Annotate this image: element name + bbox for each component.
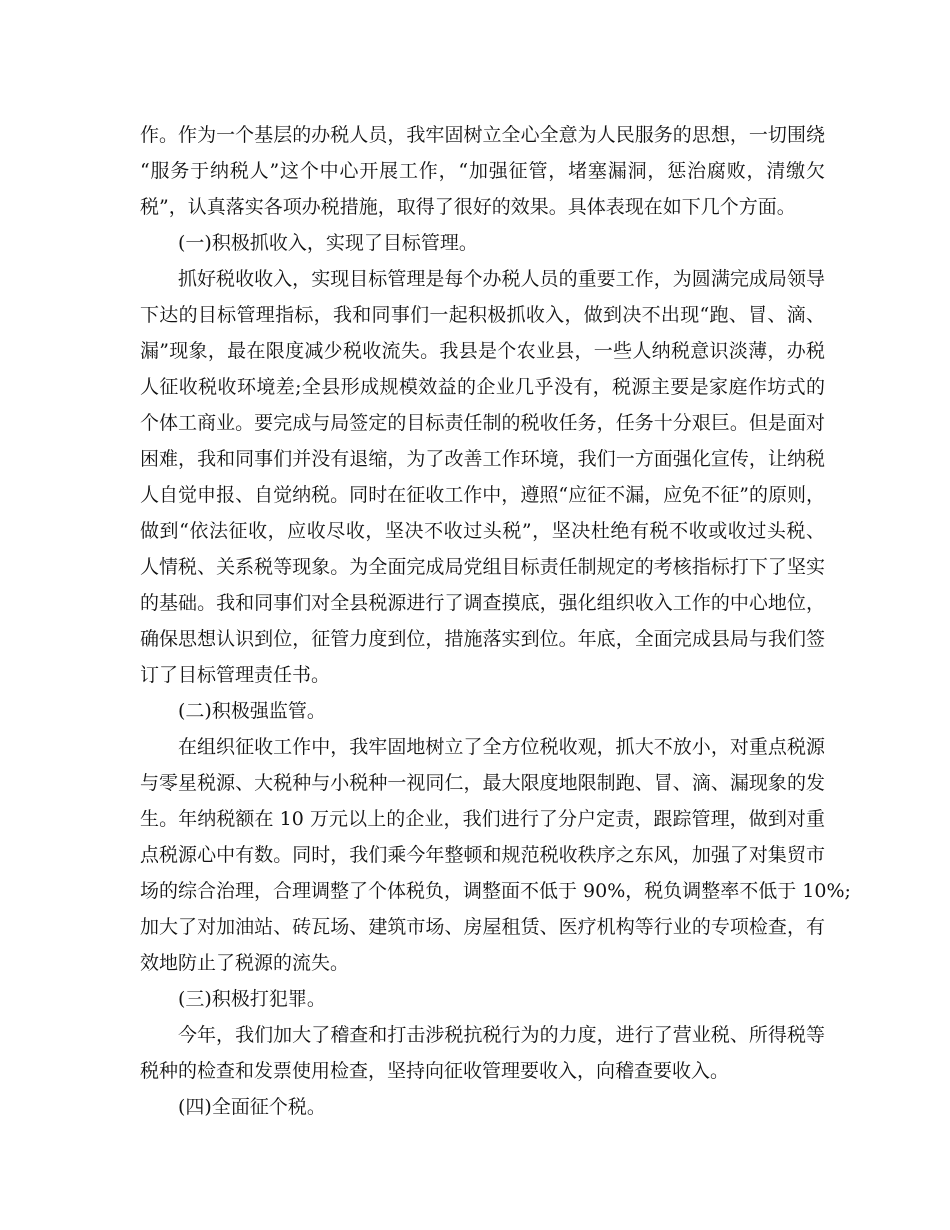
text-line: 与零星税源、大税种与小税种一视同仁，最大限度地限制跑、冒、滴、漏现象的发 — [140, 772, 825, 794]
text-line: 今年，我们加大了稽查和打击涉税抗税行为的力度，进行了营业税、所得税等 — [178, 1024, 825, 1046]
text-line: 在组织征收工作中，我牢固地树立了全方位税收观，抓大不放小，对重点税源 — [178, 736, 825, 758]
text-line: 税种的检查和发票使用检查，坚持向征收管理要收入，向稽查要收入。 — [140, 1060, 730, 1082]
text-line: 订了目标管理责任书。 — [140, 664, 331, 686]
section-heading-4 — [140, 1089, 825, 1125]
text-line: 效地防止了税源的流失。 — [140, 952, 350, 974]
heading-line: (二)积极强监管。 — [178, 700, 326, 722]
section-heading-1 — [140, 225, 825, 261]
text-line: 场的综合治理，合理调整了个体税负，调整面不低于 90%，税负调整率不低于 10%; — [140, 880, 851, 902]
heading-line: (一)积极抓收入，实现了目标管理。 — [178, 232, 478, 254]
text-line: 做到“依法征收，应收尽收，坚决不收过头税”，坚决杜绝有税不收或收过头税、 — [140, 520, 825, 542]
text-line: 下达的目标管理指标，我和同事们一起积极抓收入，做到决不出现“跑、冒、滴、 — [140, 304, 825, 326]
text-line: 漏”现象，最在限度减少税收流失。我县是个农业县，一些人纳税意识淡薄，办税 — [140, 340, 825, 362]
heading-line: (三)积极打犯罪。 — [178, 988, 326, 1010]
text-line: 税”，认真落实各项办税措施，取得了很好的效果。具体表现在如下几个方面。 — [140, 196, 796, 218]
text-line: 人征收税收环境差;全县形成规模效益的企业几乎没有，税源主要是家庭作坊式的 — [140, 376, 825, 398]
text-line: 困难，我和同事们并没有退缩，为了改善工作环境，我们一方面强化宣传，让纳税 — [140, 448, 825, 470]
section-heading-2 — [140, 693, 825, 729]
paragraph-body-3 — [140, 1017, 825, 1089]
text-line: 作。作为一个基层的办税人员，我牢固树立全心全意为人民服务的思想，一切围绕 — [140, 124, 825, 146]
document-page — [140, 117, 851, 1125]
text-line: 的基础。我和同事们对全县税源进行了调查摸底，强化组织收入工作的中心地位， — [140, 592, 825, 614]
paragraph-body-1 — [140, 261, 825, 693]
text-line: 生。年纳税额在 10 万元以上的企业，我们进行了分户定责，跟踪管理，做到对重 — [140, 808, 825, 830]
text-line: 个体工商业。要完成与局签定的目标责任制的税收任务，任务十分艰巨。但是面对 — [140, 412, 825, 434]
heading-line: (四)全面征个税。 — [178, 1096, 326, 1118]
text-line: “服务于纳税人”这个中心开展工作，“加强征管，堵塞漏洞，惩治腐败，清缴欠 — [140, 160, 825, 182]
paragraph-intro — [140, 117, 825, 225]
text-line: 人自觉申报、自觉纳税。同时在征收工作中，遵照“应征不漏，应免不征”的原则， — [140, 484, 825, 506]
paragraph-body-2 — [140, 729, 851, 981]
text-line: 抓好税收收入，实现目标管理是每个办税人员的重要工作，为圆满完成局领导 — [178, 268, 825, 290]
text-line: 点税源心中有数。同时，我们乘今年整顿和规范税收秩序之东风，加强了对集贸市 — [140, 844, 825, 866]
text-line: 人情税、关系税等现象。为全面完成局党组目标责任制规定的考核指标打下了坚实 — [140, 556, 825, 578]
text-line: 加大了对加油站、砖瓦场、建筑市场、房屋租赁、医疗机构等行业的专项检查，有 — [140, 916, 825, 938]
section-heading-3 — [140, 981, 825, 1017]
text-line: 确保思想认识到位，征管力度到位，措施落实到位。年底，全面完成县局与我们签 — [140, 628, 825, 650]
